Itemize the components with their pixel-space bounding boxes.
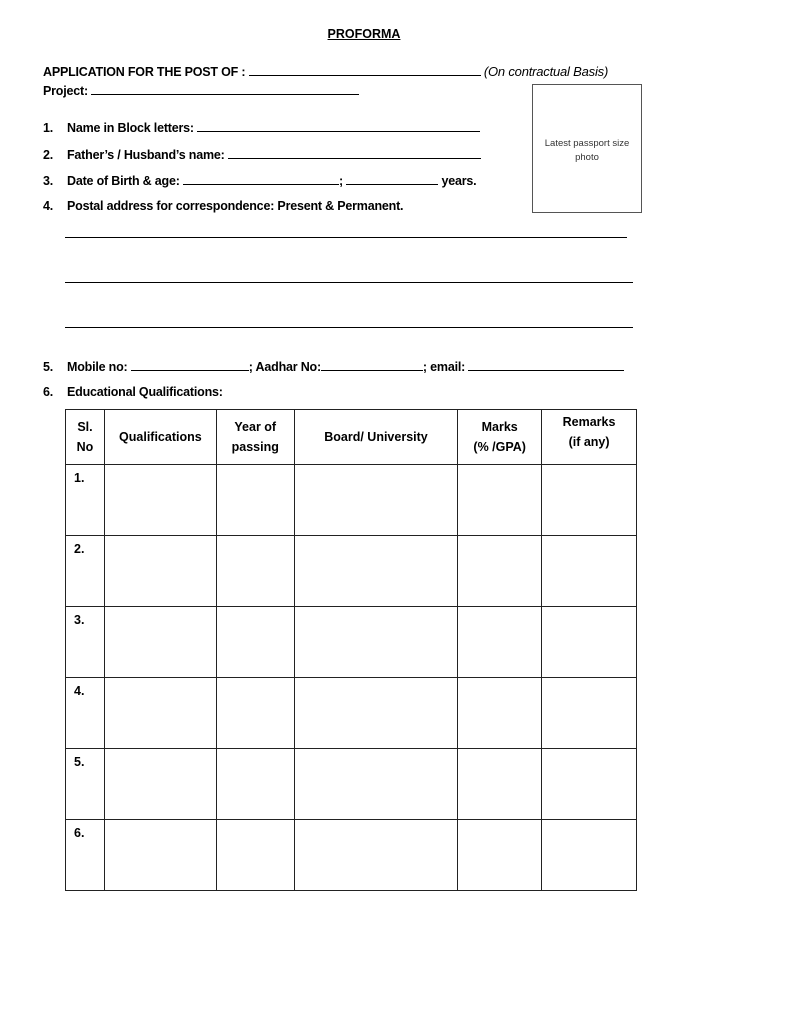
table-row — [66, 678, 637, 749]
address-line-1[interactable] — [65, 237, 627, 238]
address-line-2[interactable] — [65, 282, 633, 283]
sl-no-cell: 5. — [66, 749, 105, 820]
year-cell[interactable] — [216, 465, 294, 536]
name-label: Name in Block letters: — [67, 121, 194, 135]
sl-no-cell: 1. — [66, 465, 105, 536]
education-label: Educational Qualifications: — [67, 385, 223, 399]
marks-cell[interactable] — [458, 820, 542, 891]
col-header-sl-no: Sl. No — [66, 410, 105, 465]
remarks-cell[interactable] — [542, 465, 637, 536]
father-name-label: Father’s / Husband’s name: — [67, 148, 225, 162]
remarks-cell[interactable] — [542, 678, 637, 749]
email-field[interactable] — [468, 358, 624, 371]
marks-cell[interactable] — [458, 536, 542, 607]
mobile-label: Mobile no: — [67, 360, 128, 374]
qualification-cell[interactable] — [104, 465, 216, 536]
education-table — [65, 409, 637, 891]
project-label: Project: — [43, 84, 88, 98]
aadhar-field[interactable] — [321, 358, 423, 371]
field-name — [43, 119, 480, 135]
year-cell[interactable] — [216, 536, 294, 607]
dob-field[interactable] — [183, 172, 339, 185]
sl-no-cell: 6. — [66, 820, 105, 891]
project-field[interactable] — [91, 82, 359, 95]
field-number: 5. — [43, 360, 54, 374]
marks-cell[interactable] — [458, 678, 542, 749]
qualification-cell[interactable] — [104, 678, 216, 749]
qualification-cell[interactable] — [104, 607, 216, 678]
field-education — [43, 385, 223, 399]
sl-no-cell: 3. — [66, 607, 105, 678]
passport-photo-box[interactable] — [532, 84, 642, 213]
field-number: 3. — [43, 174, 54, 188]
project-row — [43, 82, 359, 98]
table-row — [66, 536, 637, 607]
field-father-name — [43, 146, 481, 162]
mobile-field[interactable] — [131, 358, 249, 371]
marks-cell[interactable] — [458, 465, 542, 536]
field-number: 2. — [43, 148, 54, 162]
qualification-cell[interactable] — [104, 820, 216, 891]
remarks-cell[interactable] — [542, 820, 637, 891]
aadhar-label: ; Aadhar No: — [248, 360, 321, 374]
col-header-marks: Marks (% /GPA) — [458, 410, 542, 465]
year-cell[interactable] — [216, 607, 294, 678]
age-field[interactable] — [346, 172, 438, 185]
qualification-cell[interactable] — [104, 749, 216, 820]
remarks-cell[interactable] — [542, 607, 637, 678]
dob-label: Date of Birth & age: — [67, 174, 180, 188]
field-number: 1. — [43, 121, 54, 135]
year-cell[interactable] — [216, 678, 294, 749]
name-field[interactable] — [197, 119, 480, 132]
father-name-field[interactable] — [228, 146, 481, 159]
qualification-cell[interactable] — [104, 536, 216, 607]
sl-no-cell: 4. — [66, 678, 105, 749]
table-row — [66, 607, 637, 678]
year-cell[interactable] — [216, 820, 294, 891]
field-dob — [43, 172, 476, 188]
field-number: 4. — [43, 199, 54, 213]
photo-placeholder-text: Latest passport size photo — [544, 138, 630, 163]
field-number: 6. — [43, 385, 54, 399]
table-row — [66, 820, 637, 891]
years-suffix: years. — [441, 174, 477, 188]
marks-cell[interactable] — [458, 607, 542, 678]
board-cell[interactable] — [294, 536, 458, 607]
year-cell[interactable] — [216, 749, 294, 820]
board-cell[interactable] — [294, 820, 458, 891]
col-header-year: Year of passing — [216, 410, 294, 465]
application-post-label: APPLICATION FOR THE POST OF : — [43, 65, 246, 79]
application-post-field[interactable] — [249, 63, 481, 76]
email-label: ; email: — [422, 360, 466, 374]
remarks-cell[interactable] — [542, 749, 637, 820]
field-contact — [43, 358, 624, 374]
marks-cell[interactable] — [458, 749, 542, 820]
board-cell[interactable] — [294, 678, 458, 749]
table-row — [66, 465, 637, 536]
col-header-remarks: Remarks (if any) — [542, 410, 637, 465]
board-cell[interactable] — [294, 465, 458, 536]
col-header-qualifications: Qualifications — [104, 410, 216, 465]
remarks-cell[interactable] — [542, 536, 637, 607]
col-header-board: Board/ University — [294, 410, 458, 465]
table-row — [66, 749, 637, 820]
dob-separator: ; — [338, 174, 343, 188]
sl-no-cell: 2. — [66, 536, 105, 607]
application-post-row — [43, 63, 608, 79]
field-address — [43, 199, 403, 213]
table-header-row — [66, 410, 637, 465]
board-cell[interactable] — [294, 749, 458, 820]
address-line-3[interactable] — [65, 327, 633, 328]
address-label: Postal address for correspondence: Present & Permanent. — [67, 199, 404, 213]
contractual-note: (On contractual Basis) — [483, 64, 609, 79]
page-title: PROFORMA — [327, 27, 401, 41]
board-cell[interactable] — [294, 607, 458, 678]
